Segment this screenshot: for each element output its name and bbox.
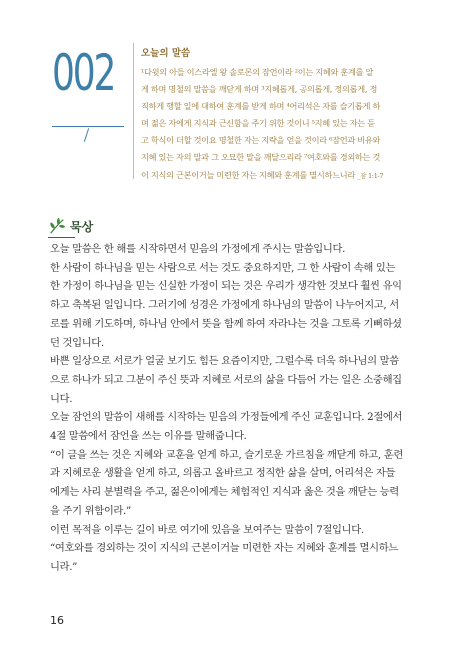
body-line: “여호와를 경외하는 것이 지식의 근본이거늘 미련한 자는 지혜와 훈계를 멸시하느 — [50, 542, 398, 555]
todays-word-title: 오늘의 말씀 — [141, 48, 191, 59]
body-line: 니다. — [50, 392, 73, 405]
body-line: 바쁜 일상으로 서로가 얼굴 보기도 힘든 요즘이지만, 그럴수록 더욱 하나님의 말씀 — [50, 355, 399, 368]
scripture-line: 지혜 있는 자의 말과 그 오묘한 말을 깨달으리라 ⁷여호와를 경외하는 것 — [141, 152, 381, 163]
day-number: 002 — [52, 44, 115, 102]
leaf-icon — [48, 217, 66, 235]
meditation-underline — [48, 237, 75, 238]
meditation-title: 묵상 — [70, 219, 94, 234]
scripture-line: ¹다윗의 아들 이스라엘 왕 솔로몬의 잠언이라 ²이는 지혜와 훈계를 알 — [141, 67, 374, 77]
body-line: 한 가정이 하나님을 믿는 신실한 가정이 되는 것은 우리가 생각한 것보다 훨씬 유익 — [50, 280, 402, 293]
vertical-divider — [133, 43, 134, 179]
scripture-reference: _잠 1:1-7 — [357, 171, 384, 180]
scripture-passage — [141, 64, 423, 185]
body-line: 오늘 잠언의 말씀이 새해를 시작하는 믿음의 가정들에게 주신 교훈입니다. 2절에서 — [50, 411, 403, 424]
scripture-line: 직하게 행할 일에 대하여 훈계를 받게 하며 ⁴어리석은 자를 슬기롭게 하 — [141, 101, 381, 112]
body-line: 오늘 말씀은 한 해를 시작하면서 믿음의 가정에게 주시는 말씀입니다. — [50, 243, 346, 255]
body-line: 한 사람이 하나님을 믿는 사람으로 서는 것도 중요하지만, 그 한 사람이 속해 있는 — [50, 261, 396, 274]
body-line: 에게는 사리 분별력을 주고, 젊은이에게는 체험적인 지식과 옳은 것을 깨닫는 능력 — [50, 486, 399, 499]
scripture-line: 게 하며 명철의 말씀을 깨닫게 하며 ³지혜롭게, 공의롭게, 정의롭게, 정 — [141, 84, 378, 95]
body-line: 던 것입니다. — [50, 336, 104, 349]
scripture-line: 이 지식의 근본이거늘 미련한 자는 지혜와 훈계를 멸시하느니라 _잠 1:1-7 — [141, 169, 384, 180]
body-line: 로를 위해 기도하며, 하나님 안에서 뜻을 함께 하여 자라나는 것을 그토록 기뻐하셨 — [50, 317, 402, 330]
body-line: 을 주기 위함이라.” — [50, 504, 131, 517]
slash-mark — [84, 128, 89, 142]
body-line: 으로 하나가 되고 그분이 주신 뜻과 지혜로 서로의 삶을 다듬어 가는 일은 소중해집 — [50, 373, 402, 386]
body-line: 과 지혜로운 생활을 얻게 하고, 의롭고 올바르고 정직한 삶을 살며, 어리석은 자들 — [50, 467, 396, 480]
body-line: 4절 말씀에서 잠언을 쓰는 이유를 말해줍니다. — [50, 430, 247, 443]
meditation-header — [48, 217, 93, 235]
body-line: 니라.” — [50, 560, 78, 573]
scripture-line: 며 젊은 자에게 지식과 근신함을 주기 위한 것이니 ⁵지혜 있는 자는 듣 — [141, 118, 375, 129]
body-line: 하고 축복된 일입니다. 그러기에 성경은 가정에게 하나님의 말씀이 나누어지고, 서 — [50, 299, 399, 312]
page-number: 16 — [50, 614, 64, 627]
scripture-line: 고 학식이 더할 것이요 명철한 자는 지략을 얻을 것이라 ⁶잠언과 비유와 — [141, 135, 381, 146]
body-line: “이 글을 쓰는 것은 지혜와 교훈을 얻게 하고, 슬기로운 가르침을 깨닫게 하고, 훈련 — [50, 448, 403, 461]
day-divider-line — [52, 126, 124, 127]
meditation-body — [50, 240, 422, 577]
body-line: 이런 목적을 이루는 길이 바로 여기에 있음을 보여주는 말씀이 7절입니다. — [50, 523, 364, 536]
